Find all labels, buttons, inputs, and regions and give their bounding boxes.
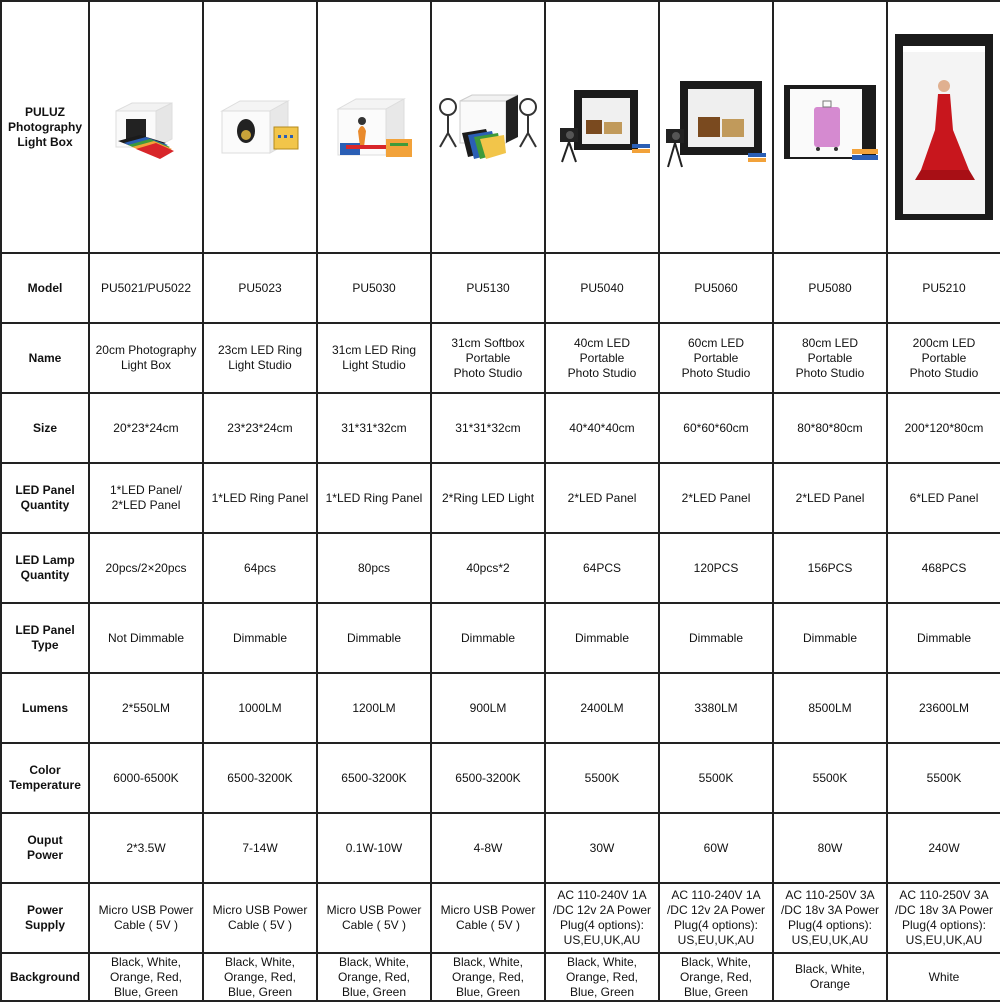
size-cell: 31*31*32cm <box>317 393 431 463</box>
led-panel-type-cell: Not Dimmable <box>89 603 203 673</box>
brand-header-label: PULUZ Photography Light Box <box>1 1 89 253</box>
output-power-cell: 4-8W <box>431 813 545 883</box>
lumens-cell: 1200LM <box>317 673 431 743</box>
led-lamp-quantity-cell: 20pcs/2×20pcs <box>89 533 203 603</box>
product-image-cell <box>545 1 659 253</box>
color-temperature-cell: 6000-6500K <box>89 743 203 813</box>
output-power-cell: 80W <box>773 813 887 883</box>
ring-light-box-vase-image <box>332 91 416 163</box>
row-label-led-lamp-quantity: LED Lamp Quantity <box>1 533 89 603</box>
led-panel-quantity-cell: 2*LED Panel <box>659 463 773 533</box>
output-power-cell: 240W <box>887 813 1000 883</box>
row-label-led-panel-quantity: LED Panel Quantity <box>1 463 89 533</box>
power-supply-cell: Micro USB Power Cable ( 5V ) <box>89 883 203 953</box>
name-cell: 23cm LED Ring Light Studio <box>203 323 317 393</box>
background-cell: White <box>887 953 1000 1001</box>
color-temperature-cell: 5500K <box>545 743 659 813</box>
led-panel-quantity-row <box>1 463 1000 533</box>
size-cell: 80*80*80cm <box>773 393 887 463</box>
power-supply-cell: AC 110-240V 1A /DC 12v 2A Power Plug(4 options): US,EU,UK,AU <box>659 883 773 953</box>
softbox-studio-image <box>434 91 542 163</box>
80cm-studio-suitcase-image <box>778 79 882 175</box>
model-row <box>1 253 1000 323</box>
size-cell: 60*60*60cm <box>659 393 773 463</box>
name-cell: 20cm Photography Light Box <box>89 323 203 393</box>
model-cell: PU5023 <box>203 253 317 323</box>
led-lamp-quantity-cell: 156PCS <box>773 533 887 603</box>
power-supply-cell: Micro USB Power Cable ( 5V ) <box>203 883 317 953</box>
row-label-size: Size <box>1 393 89 463</box>
size-cell: 40*40*40cm <box>545 393 659 463</box>
background-cell: Black, White, Orange, Red, Blue, Green <box>659 953 773 1001</box>
product-image-cell <box>203 1 317 253</box>
background-cell: Black, White, Orange, Red, Blue, Green <box>89 953 203 1001</box>
led-panel-type-cell: Dimmable <box>317 603 431 673</box>
name-cell: 80cm LED Portable Photo Studio <box>773 323 887 393</box>
row-label-power-supply: Power Supply <box>1 883 89 953</box>
color-temperature-cell: 5500K <box>887 743 1000 813</box>
led-lamp-quantity-cell: 40pcs*2 <box>431 533 545 603</box>
led-panel-quantity-cell: 1*LED Panel/ 2*LED Panel <box>89 463 203 533</box>
lumens-cell: 23600LM <box>887 673 1000 743</box>
size-row <box>1 393 1000 463</box>
background-row <box>1 953 1000 1001</box>
model-cell: PU5130 <box>431 253 545 323</box>
lumens-cell: 2*550LM <box>89 673 203 743</box>
background-cell: Black, White, Orange, Red, Blue, Green <box>317 953 431 1001</box>
product-image-cell <box>887 1 1000 253</box>
output-power-row <box>1 813 1000 883</box>
200cm-studio-model-image <box>891 30 997 224</box>
model-cell: PU5080 <box>773 253 887 323</box>
led-lamp-quantity-cell: 64PCS <box>545 533 659 603</box>
led-panel-type-row <box>1 603 1000 673</box>
ring-light-box-image <box>218 91 302 163</box>
product-image-row <box>1 1 1000 253</box>
led-lamp-quantity-cell: 64pcs <box>203 533 317 603</box>
model-cell: PU5030 <box>317 253 431 323</box>
led-lamp-quantity-cell: 468PCS <box>887 533 1000 603</box>
lumens-cell: 1000LM <box>203 673 317 743</box>
row-label-output-power: Ouput Power <box>1 813 89 883</box>
output-power-cell: 2*3.5W <box>89 813 203 883</box>
power-supply-cell: AC 110-250V 3A /DC 18v 3A Power Plug(4 options): US,EU,UK,AU <box>773 883 887 953</box>
row-label-led-panel-type: LED Panel Type <box>1 603 89 673</box>
model-cell: PU5021/PU5022 <box>89 253 203 323</box>
lumens-row <box>1 673 1000 743</box>
led-panel-type-cell: Dimmable <box>659 603 773 673</box>
color-temperature-cell: 5500K <box>773 743 887 813</box>
background-cell: Black, White, Orange <box>773 953 887 1001</box>
color-temperature-cell: 6500-3200K <box>317 743 431 813</box>
lumens-cell: 8500LM <box>773 673 887 743</box>
product-image-cell <box>773 1 887 253</box>
led-panel-quantity-cell: 1*LED Ring Panel <box>317 463 431 533</box>
lumens-cell: 2400LM <box>545 673 659 743</box>
output-power-cell: 30W <box>545 813 659 883</box>
led-panel-quantity-cell: 2*LED Panel <box>545 463 659 533</box>
row-label-color-temperature: Color Temperature <box>1 743 89 813</box>
power-supply-cell: Micro USB Power Cable ( 5V ) <box>431 883 545 953</box>
product-image-cell <box>317 1 431 253</box>
color-temperature-cell: 6500-3200K <box>203 743 317 813</box>
lumens-cell: 3380LM <box>659 673 773 743</box>
product-image-cell <box>89 1 203 253</box>
led-panel-type-cell: Dimmable <box>545 603 659 673</box>
row-label-background: Background <box>1 953 89 1001</box>
color-temperature-cell: 6500-3200K <box>431 743 545 813</box>
size-cell: 20*23*24cm <box>89 393 203 463</box>
name-cell: 31cm Softbox Portable Photo Studio <box>431 323 545 393</box>
name-row <box>1 323 1000 393</box>
small-light-box-image <box>110 91 182 163</box>
led-panel-quantity-cell: 2*LED Panel <box>773 463 887 533</box>
output-power-cell: 0.1W-10W <box>317 813 431 883</box>
color-temperature-row <box>1 743 1000 813</box>
power-supply-cell: AC 110-250V 3A /DC 18v 3A Power Plug(4 options): US,EU,UK,AU <box>887 883 1000 953</box>
product-image-cell <box>659 1 773 253</box>
name-cell: 31cm LED Ring Light Studio <box>317 323 431 393</box>
background-cell: Black, White, Orange, Red, Blue, Green <box>545 953 659 1001</box>
model-cell: PU5060 <box>659 253 773 323</box>
led-lamp-quantity-cell: 80pcs <box>317 533 431 603</box>
led-panel-type-cell: Dimmable <box>203 603 317 673</box>
product-image-cell <box>431 1 545 253</box>
row-label-name: Name <box>1 323 89 393</box>
power-supply-cell: AC 110-240V 1A /DC 12v 2A Power Plug(4 options): US,EU,UK,AU <box>545 883 659 953</box>
led-panel-quantity-cell: 1*LED Ring Panel <box>203 463 317 533</box>
name-cell: 200cm LED Portable Photo Studio <box>887 323 1000 393</box>
lumens-cell: 900LM <box>431 673 545 743</box>
output-power-cell: 60W <box>659 813 773 883</box>
led-panel-type-cell: Dimmable <box>887 603 1000 673</box>
name-cell: 40cm LED Portable Photo Studio <box>545 323 659 393</box>
background-cell: Black, White, Orange, Red, Blue, Green <box>203 953 317 1001</box>
led-panel-type-cell: Dimmable <box>773 603 887 673</box>
led-lamp-quantity-cell: 120PCS <box>659 533 773 603</box>
60cm-studio-image <box>664 77 768 177</box>
power-supply-row <box>1 883 1000 953</box>
row-label-lumens: Lumens <box>1 673 89 743</box>
row-label-model: Model <box>1 253 89 323</box>
color-temperature-cell: 5500K <box>659 743 773 813</box>
size-cell: 23*23*24cm <box>203 393 317 463</box>
background-cell: Black, White, Orange, Red, Blue, Green <box>431 953 545 1001</box>
model-cell: PU5210 <box>887 253 1000 323</box>
size-cell: 200*120*80cm <box>887 393 1000 463</box>
led-lamp-quantity-row <box>1 533 1000 603</box>
led-panel-quantity-cell: 2*Ring LED Light <box>431 463 545 533</box>
model-cell: PU5040 <box>545 253 659 323</box>
output-power-cell: 7-14W <box>203 813 317 883</box>
size-cell: 31*31*32cm <box>431 393 545 463</box>
name-cell: 60cm LED Portable Photo Studio <box>659 323 773 393</box>
power-supply-cell: Micro USB Power Cable ( 5V ) <box>317 883 431 953</box>
led-panel-quantity-cell: 6*LED Panel <box>887 463 1000 533</box>
led-panel-type-cell: Dimmable <box>431 603 545 673</box>
40cm-studio-image <box>552 82 652 172</box>
